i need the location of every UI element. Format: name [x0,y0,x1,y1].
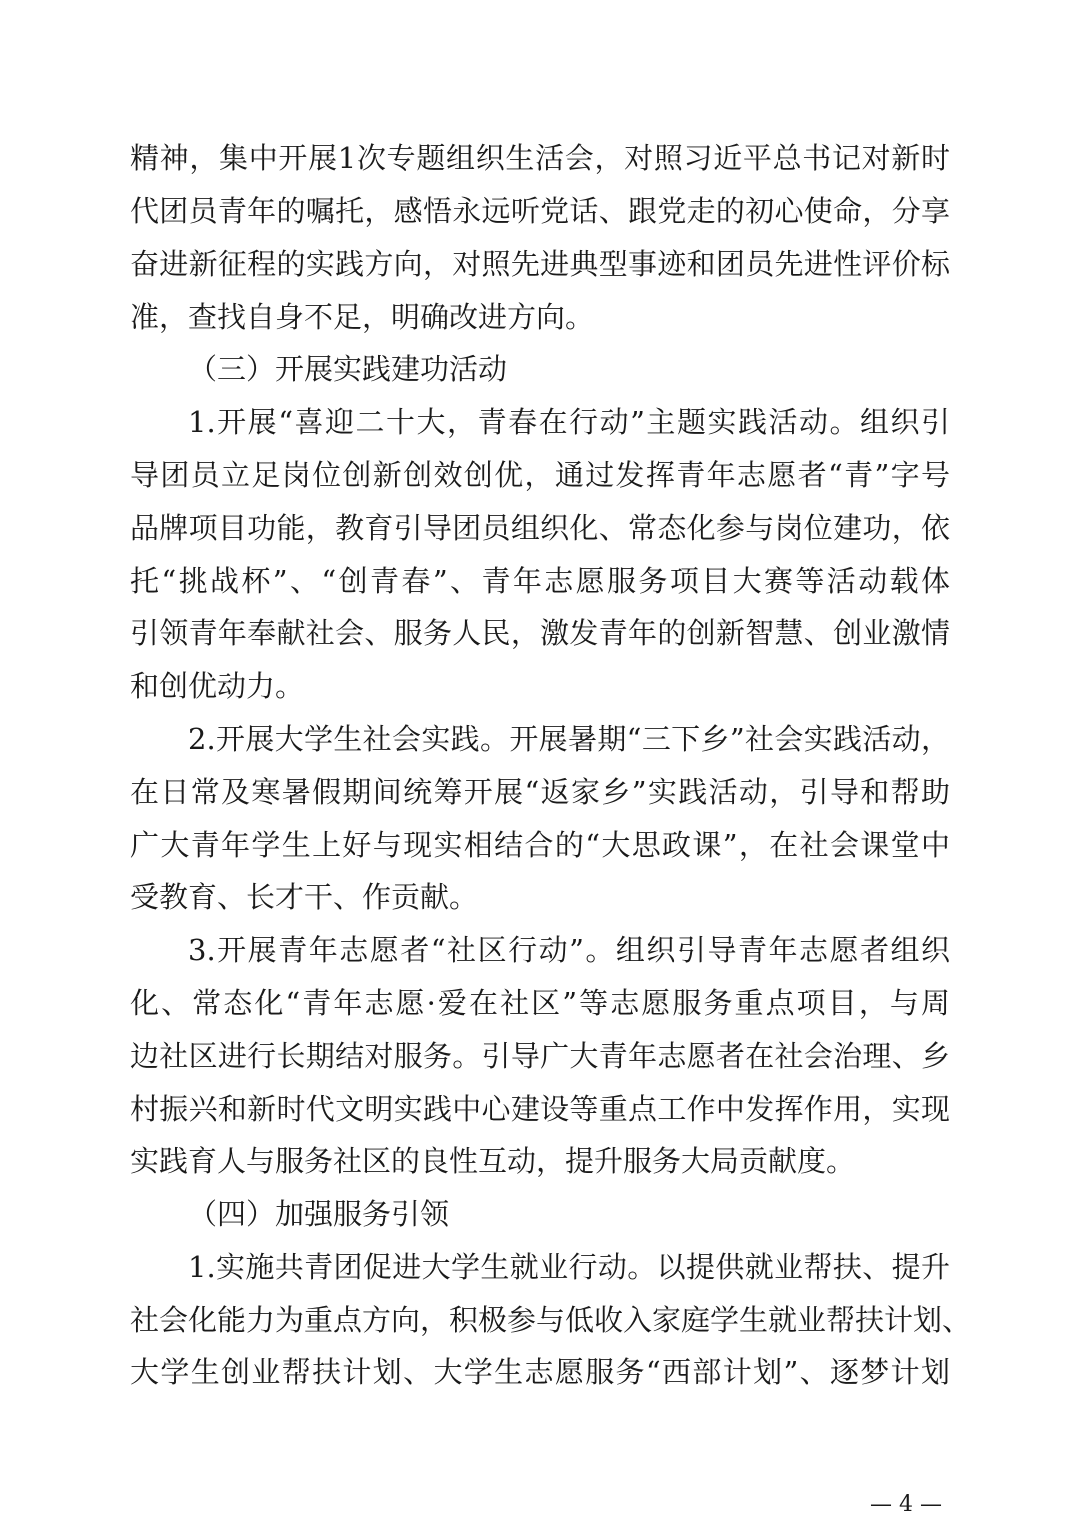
paragraph-line: 边社区进行长期结对服务。引导广大青年志愿者在社会治理、乡 [130,1039,950,1073]
paragraph-line: 在日常及寒暑假期间统筹开展“返家乡”实践活动，引导和帮助 [130,775,950,809]
paragraph-line: 准，查找自身不足，明确改进方向。 [130,300,595,334]
section-heading: （三）开展实践建功活动 [188,352,508,386]
paragraph-line: 受教育、长才干、作贡献。 [130,880,479,914]
paragraph-line: 2.开展大学生社会实践。开展暑期“三下乡”社会实践活动， [188,722,950,756]
paragraph-line: 奋进新征程的实践方向，对照先进典型事迹和团员先进性评价标 [130,247,950,281]
paragraph-line: 托“挑战杯”、“创青春”、青年志愿服务项目大赛等活动载体 [130,564,950,598]
paragraph-line: 1.实施共青团促进大学生就业行动。以提供就业帮扶、提升 [188,1250,950,1284]
paragraph-line: 大学生创业帮扶计划、大学生志愿服务“西部计划”、逐梦计划 [130,1355,950,1389]
section-heading: （四）加强服务引领 [188,1197,450,1231]
paragraph-line: 导团员立足岗位创新创效创优，通过发挥青年志愿者“青”字号 [130,458,950,492]
paragraph-line: 代团员青年的嘱托，感悟永远听党话、跟党走的初心使命，分享 [130,194,950,228]
paragraph-line: 和创优动力。 [130,669,305,703]
paragraph-line: 村振兴和新时代文明实践中心建设等重点工作中发挥作用，实现 [130,1092,950,1126]
paragraph-line: 化、常态化“青年志愿·爱在社区”等志愿服务重点项目，与周 [130,986,950,1020]
paragraph-line: 引领青年奉献社会、服务人民，激发青年的创新智慧、创业激情 [130,616,950,650]
paragraph-line: 1.开展“喜迎二十大，青春在行动”主题实践活动。组织引 [188,405,950,439]
paragraph-line: 3.开展青年志愿者“社区行动”。组织引导青年志愿者组织 [188,933,950,967]
paragraph-line: 广大青年学生上好与现实相结合的“大思政课”，在社会课堂中 [130,828,950,862]
paragraph-line: 实践育人与服务社区的良性互动，提升服务大局贡献度。 [130,1144,856,1178]
paragraph-line: 品牌项目功能，教育引导团员组织化、常态化参与岗位建功，依 [130,511,950,545]
paragraph-line: 社会化能力为重点方向，积极参与低收入家庭学生就业帮扶计划、 [130,1303,972,1337]
page-number: — 4 — [870,1492,942,1517]
paragraph-line: 精神，集中开展1次专题组织生活会，对照习近平总书记对新时 [130,141,950,175]
